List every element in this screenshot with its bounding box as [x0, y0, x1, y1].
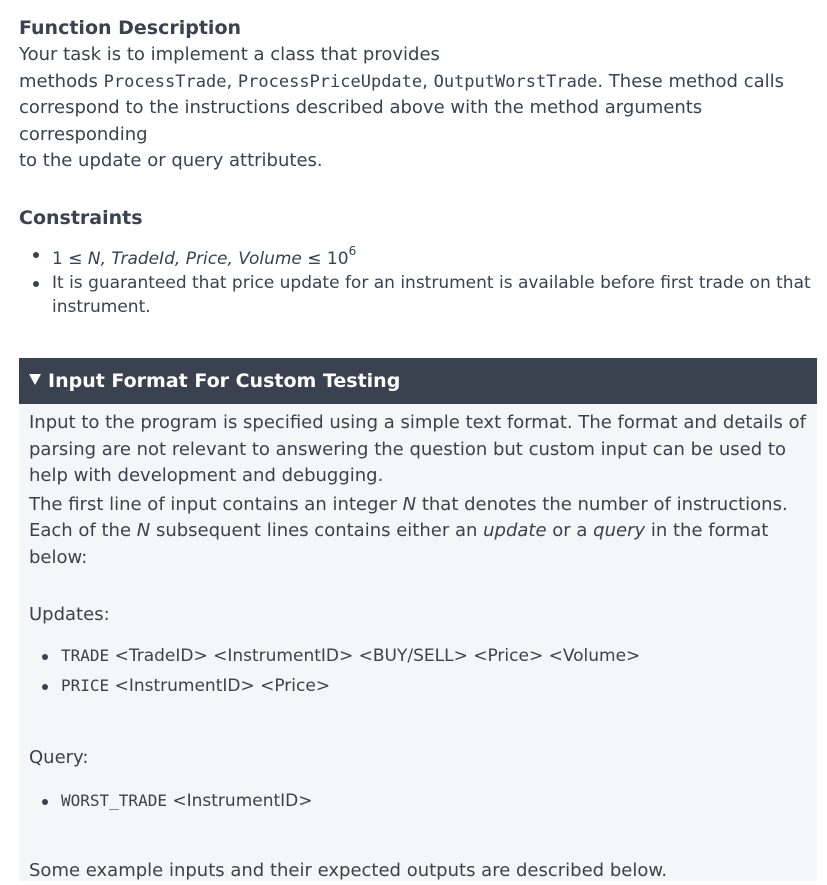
constraint-variables: N, TradeId, Price, Volume: [87, 248, 302, 269]
update-command: TRADE: [61, 645, 110, 665]
constraint-guarantee-text: It is guaranteed that price update for an instrument is available before first trade on that instrument.: [52, 272, 811, 317]
method-separator: ,: [226, 70, 238, 92]
input-format-panel: [19, 404, 817, 881]
update-word: update: [483, 520, 547, 541]
update-args: <TradeID> <InstrumentID> <BUY/SELL> <Price> <Volume>: [109, 645, 641, 666]
function-description-line4: to the update or query attributes.: [19, 150, 323, 171]
updates-list: [29, 641, 814, 701]
method-process-price-update: ProcessPriceUpdate: [237, 71, 423, 92]
constraint-bound: ≤ 10: [301, 248, 349, 269]
each-line-text-end: in the format below:: [29, 520, 769, 568]
methods-prefix: methods: [19, 70, 104, 92]
query-format-item: [61, 786, 814, 816]
query-label: Query:: [29, 746, 89, 768]
input-format-toggle[interactable]: [19, 358, 817, 404]
first-line-text-end: that denotes the number of instructions.: [416, 493, 788, 515]
query-command: WORST_TRADE: [61, 791, 167, 810]
update-args: <InstrumentID> <Price>: [109, 675, 331, 696]
input-format-content: [29, 410, 814, 885]
constraints-list: [19, 242, 812, 319]
constraint-exponent: 6: [348, 243, 357, 258]
method-output-worst-trade: OutputWorstTrade: [433, 71, 598, 92]
each-line-text: Each of the: [29, 520, 137, 541]
update-command: PRICE: [61, 675, 110, 695]
input-format-intro: Input to the program is specified using a simple text format. The format and details of parsing are not relevant to answering the question but custom input can be used to help with development and debugging.: [29, 412, 806, 486]
each-line-text-mid: subsequent lines contains either an: [150, 520, 484, 541]
input-format-lines: [29, 492, 814, 572]
update-format-item: [61, 641, 814, 671]
function-description-text: [19, 42, 819, 175]
constraints-heading: Constraints: [19, 206, 143, 229]
problem-content: [19, 14, 819, 319]
or-text: or a: [546, 520, 594, 541]
updates-label: Updates:: [29, 604, 110, 625]
triangle-down-icon: [29, 374, 41, 385]
query-args: <InstrumentID>: [166, 791, 313, 811]
query-word: query: [593, 520, 646, 541]
n-variable: N: [402, 493, 417, 515]
function-description-line3: correspond to the instructions described above with the method arguments corresponding: [19, 97, 703, 145]
input-format-toggle-label: Input Format For Custom Testing: [48, 370, 401, 392]
examples-footer: Some example inputs and their expected outputs are described below.: [29, 860, 668, 881]
function-description-heading: Function Description: [19, 17, 242, 39]
constraint-range-prefix: 1 ≤: [52, 248, 88, 269]
constraint-item: [52, 271, 812, 319]
method-separator: ,: [422, 70, 434, 92]
query-list: [29, 786, 814, 816]
update-format-item: [61, 671, 814, 701]
methods-suffix: . These method calls: [597, 70, 784, 92]
first-line-text: The first line of input contains an integer: [29, 493, 403, 515]
n-variable: N: [136, 520, 151, 541]
function-description-line1: Your task is to implement a class that provides: [19, 44, 440, 65]
method-process-trade: ProcessTrade: [103, 71, 227, 92]
